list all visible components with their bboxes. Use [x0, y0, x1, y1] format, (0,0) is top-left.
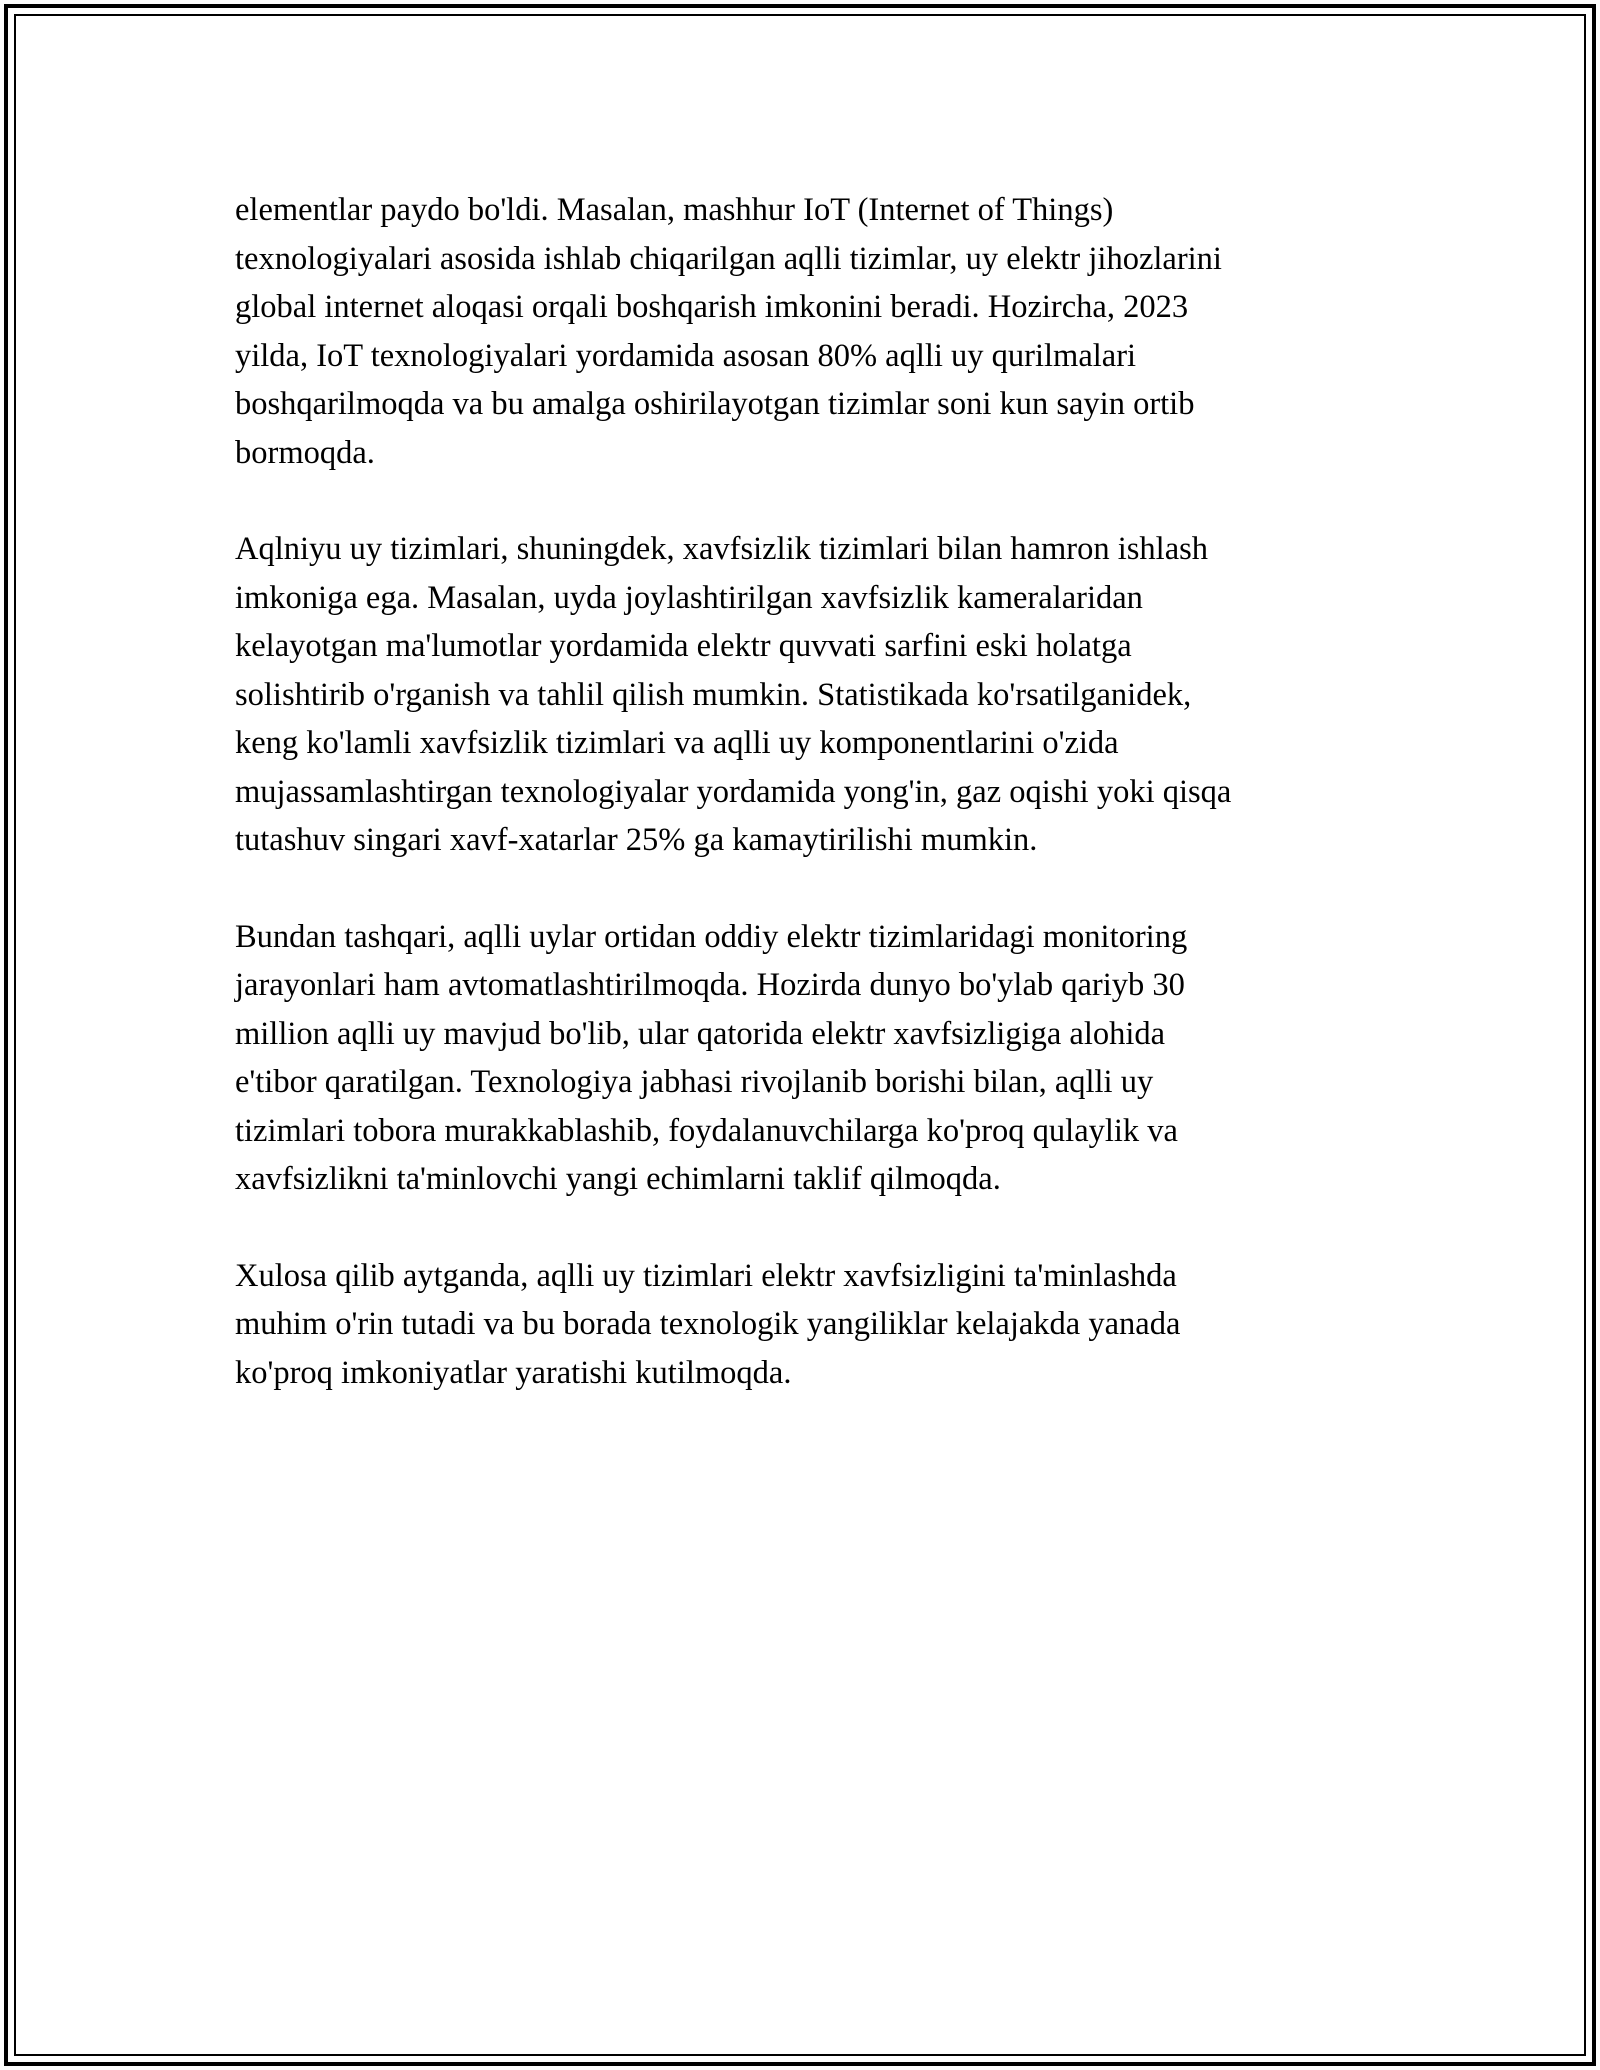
document-body — [235, 186, 1370, 1445]
text-line: Aqlniyu uy tizimlari, shuningdek, xavfsizlik tizimlari bilan hamron ishlash — [235, 531, 1209, 567]
paragraph-monitoring — [235, 913, 1370, 1204]
text-line: million aqlli uy mavjud bo'lib, ular qatorida elektr xavfsizligiga alohida — [235, 1015, 1166, 1052]
text-line: xavfsizlikni ta'minlovchi yangi echimlarni taklif qilmoqda. — [235, 1161, 1001, 1197]
text-line: texnologiyalari asosida ishlab chiqarilgan aqlli tizimlar, uy elektr jihozlarini — [235, 240, 1222, 277]
text-line: tutashuv singari xavf-xatarlar 25% ga kamaytirilishi mumkin. — [235, 822, 1038, 858]
text-line: keng ko'lamli xavfsizlik tizimlari va aqlli uy komponentlarini o'zida — [235, 725, 1119, 761]
text-line: boshqarilmoqda va bu amalga oshirilayotgan tizimlar soni kun sayin ortib — [235, 386, 1195, 422]
text-line: imkoniga ega. Masalan, uyda joylashtirilgan xavfsizlik kameralaridan — [235, 579, 1143, 616]
text-line: Xulosa qilib aytganda, aqlli uy tizimlari elektr xavfsizligini ta'minlashda — [235, 1257, 1177, 1294]
text-line: jarayonlari ham avtomatlashtirilmoqda. Hozirda dunyo bo'ylab qariyb 30 — [235, 967, 1185, 1003]
text-line: e'tibor qaratilgan. Texnologiya jabhasi rivojlanib borishi bilan, aqlli uy — [235, 1064, 1154, 1100]
paragraph-iot — [235, 186, 1370, 477]
paragraph-security-systems — [235, 525, 1370, 865]
text-line: elementlar paydo bo'ldi. Masalan, mashhur IoT (Internet of Things) — [235, 192, 1114, 228]
text-line: mujassamlashtirgan texnologiyalar yordamida yong'in, gaz oqishi yoki qisqa — [235, 773, 1232, 810]
text-line: global internet aloqasi orqali boshqarish imkonini beradi. Hozircha, 2023 — [235, 289, 1189, 325]
text-line: ko'proq imkoniyatlar yaratishi kutilmoqda. — [235, 1354, 792, 1391]
text-line: kelayotgan ma'lumotlar yordamida elektr quvvati sarfini eski holatga — [235, 628, 1132, 664]
text-line: muhim o'rin tutadi va bu borada texnologik yangiliklar kelajakda yanada — [235, 1306, 1181, 1342]
text-line: bormoqda. — [235, 434, 375, 471]
text-line: Bundan tashqari, aqlli uylar ortidan oddiy elektr tizimlaridagi monitoring — [235, 918, 1188, 955]
text-line: tizimlari tobora murakkablashib, foydalanuvchilarga ko'proq qulaylik va — [235, 1112, 1178, 1149]
text-line: solishtirib o'rganish va tahlil qilish mumkin. Statistikada ko'rsatilganidek, — [235, 676, 1192, 713]
text-line: yilda, IoT texnologiyalari yordamida asosan 80% aqlli uy qurilmalari — [235, 337, 1137, 374]
paragraph-conclusion — [235, 1252, 1370, 1398]
